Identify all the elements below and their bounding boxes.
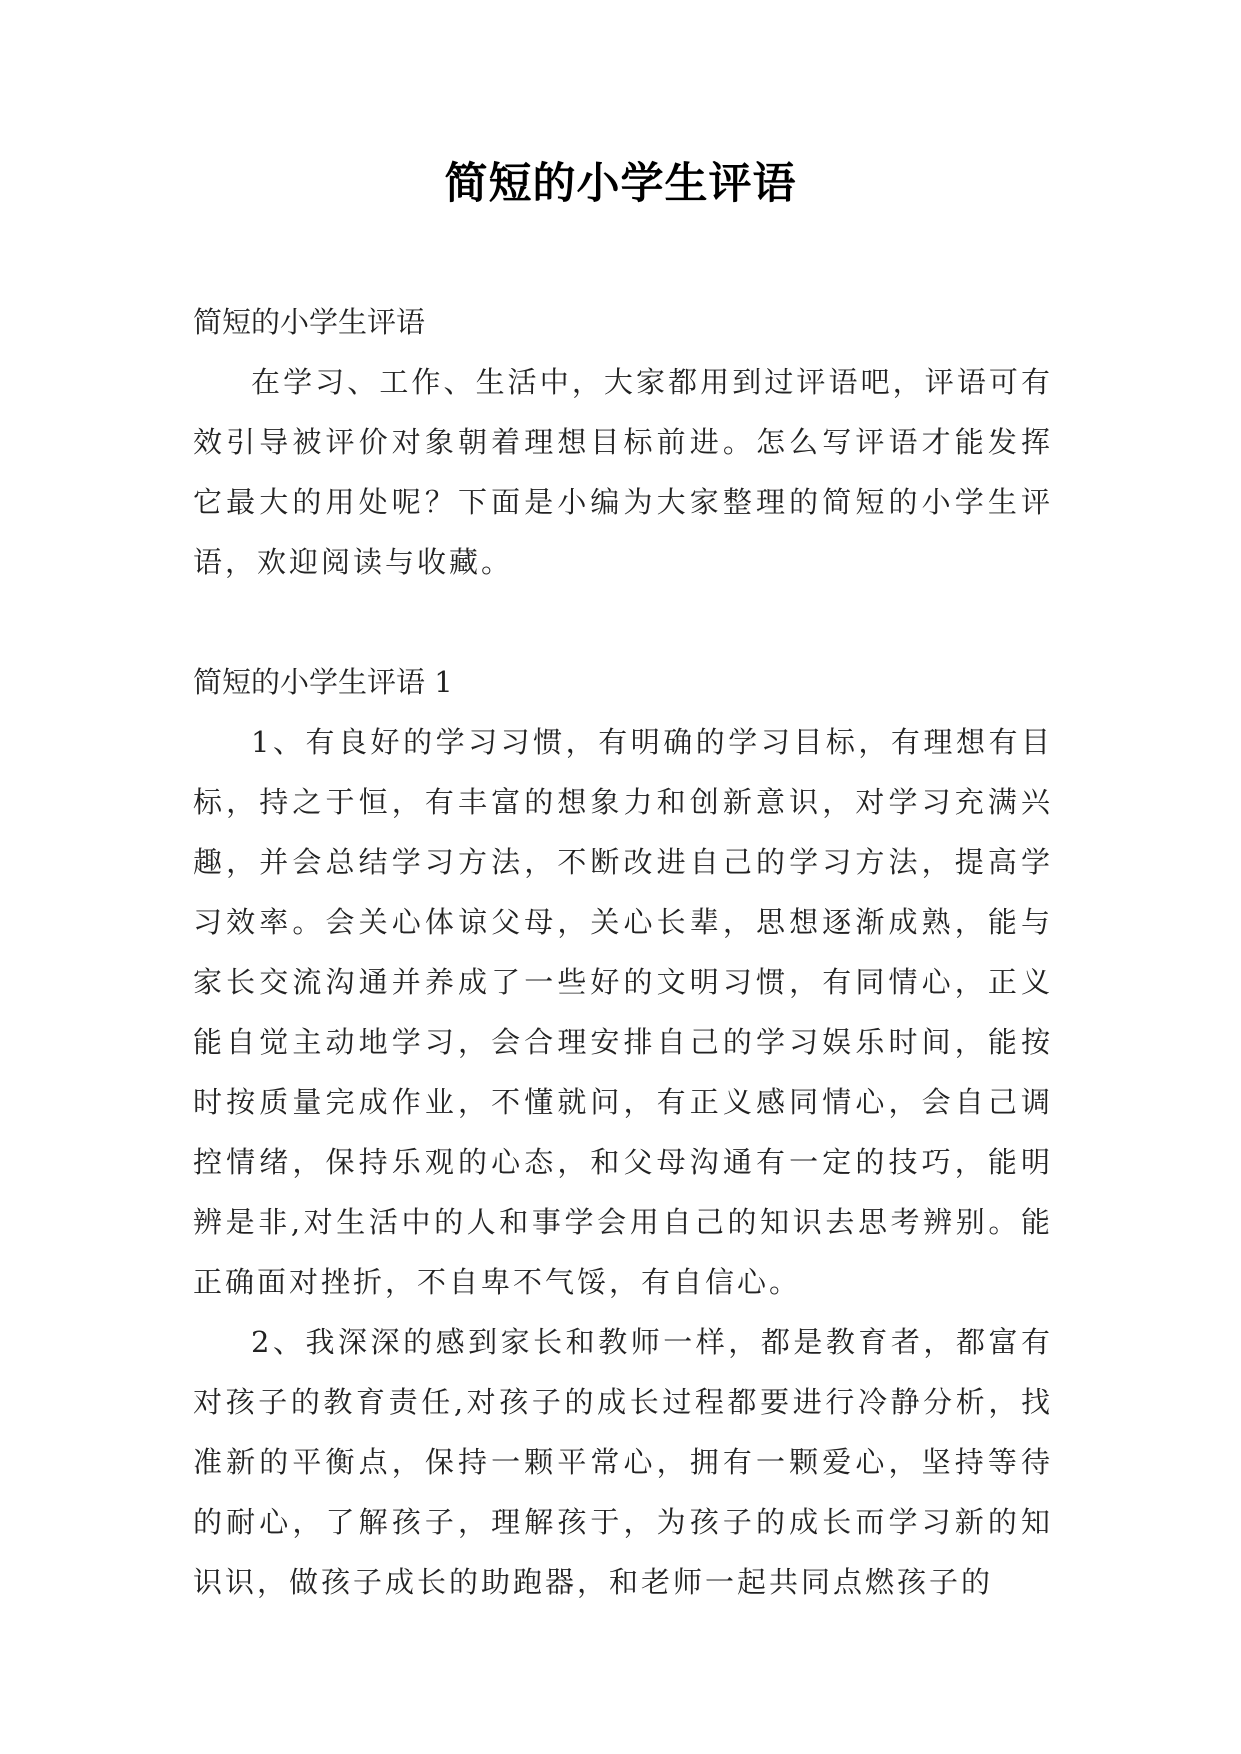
- comment-paragraph-1: 1、有良好的学习习惯，有明确的学习目标，有理想有目标，持之于恒，有丰富的想象力和创新意识，对学习充满兴趣，并会总结学习方法，不断改进自己的学习方法，提高学习效率。会关心体谅父母，关心长辈，思想逐渐成熟，能与家长交流沟通并养成了一些好的文明习惯，有同情心，正义能自觉主动地学习，会合理安排自己的学习娱乐时间，能按时按质量完成作业，不懂就问，有正义感同情心，会自己调控情绪，保持乐观的心态，和父母沟通有一定的技巧，能明辨是非,对生活中的人和事学会用自己的知识去思考辨别。能正确面对挫折，不自卑不气馁，有自信心。: [193, 725, 1053, 1299]
- document-subtitle: 简短的小学生评语: [193, 305, 426, 339]
- document-body: [193, 292, 1053, 1612]
- document-title: 简短的小学生评语: [444, 159, 797, 209]
- section-heading: 简短的小学生评语 1: [193, 665, 453, 699]
- paragraph-gap: [193, 592, 1053, 652]
- comment-paragraph-2: 2、我深深的感到家长和教师一样，都是教育者，都富有对孩子的教育责任,对孩子的成长过程都要进行冷静分析，找准新的平衡点，保持一颗平常心，拥有一颗爱心，坚持等待的耐心，了解孩子，理解孩于，为孩子的成长而学习新的知识识，做孩子成长的助跑器，和老师一起共同点燃孩子的: [193, 1325, 1053, 1599]
- intro-paragraph: 在学习、工作、生活中，大家都用到过评语吧，评语可有效引导被评价对象朝着理想目标前进。怎么写评语才能发挥它最大的用处呢？下面是小编为大家整理的简短的小学生评语，欢迎阅读与收藏。: [193, 365, 1053, 579]
